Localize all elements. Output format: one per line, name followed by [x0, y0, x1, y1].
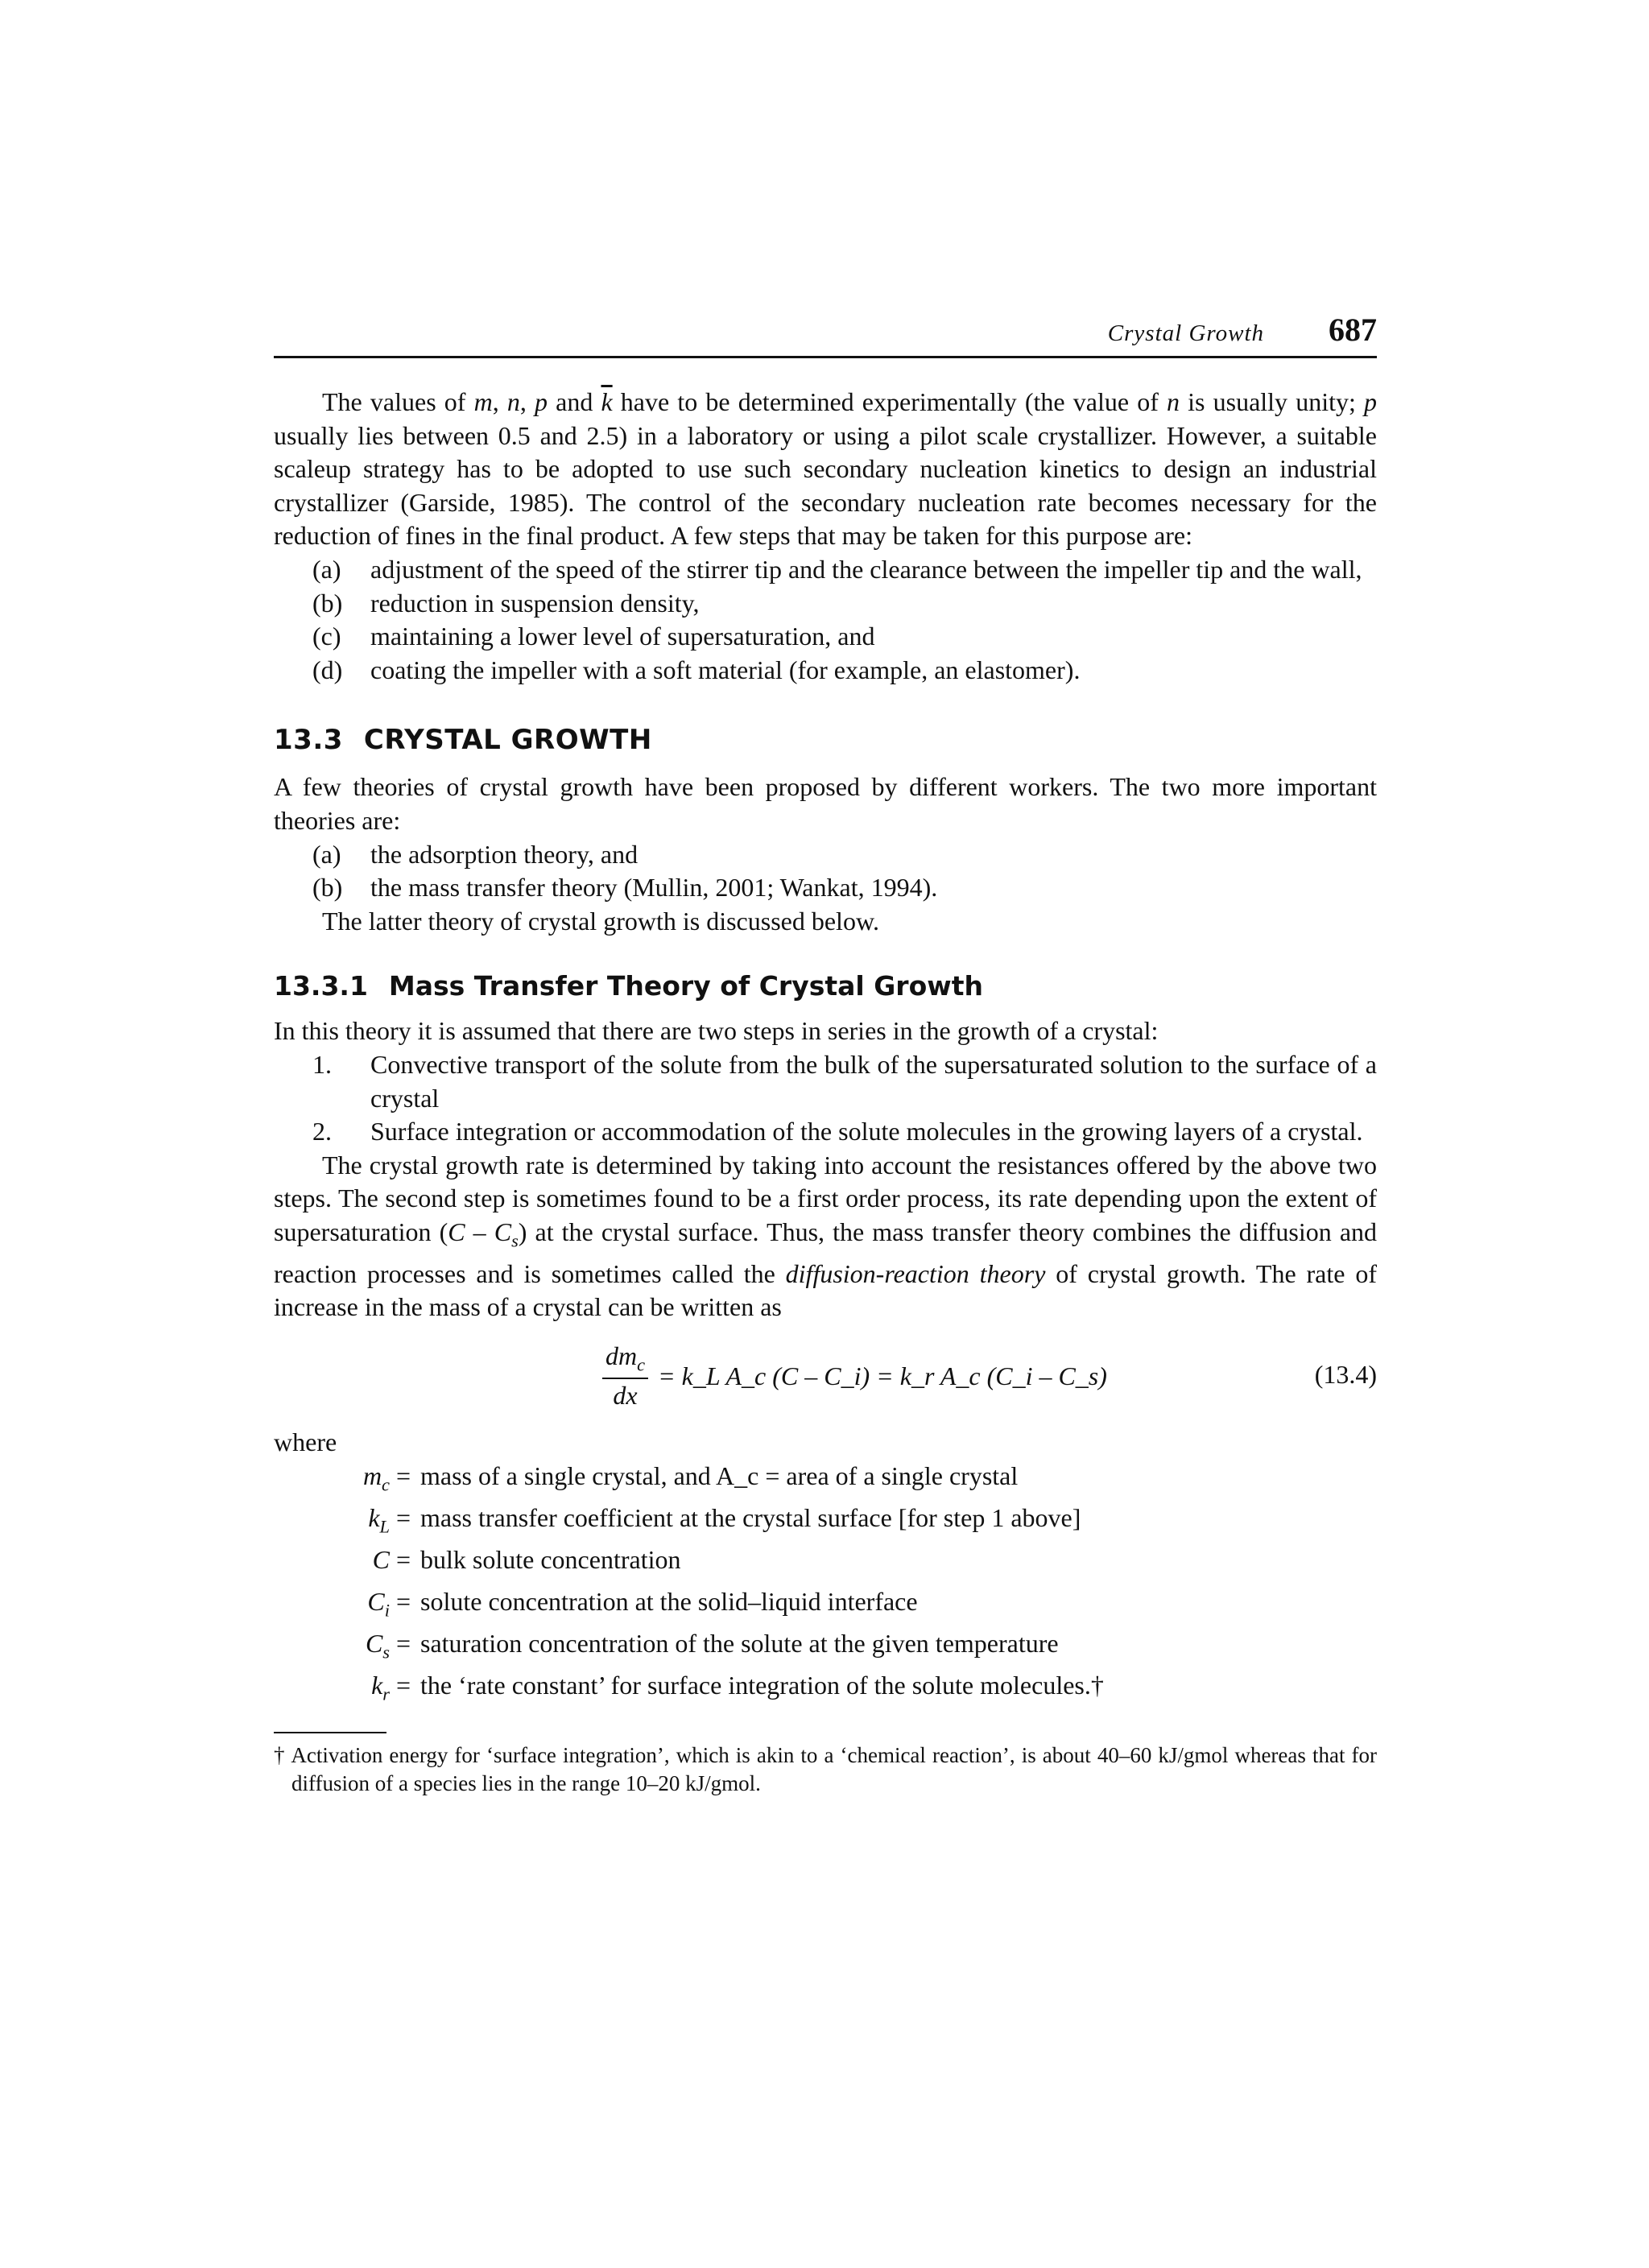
equation-rhs: = k_L A_c (C – C_i) = k_r A_c (C_i – C_s)	[658, 1361, 1107, 1390]
subsection-paragraph: In this theory it is assumed that there are two steps in series in the growth of a crystal:	[274, 1016, 1159, 1046]
subsection-heading: 13.3.1 Mass Transfer Theory of Crystal Growth	[274, 970, 983, 1002]
page	[274, 314, 1377, 1798]
definition-row: $C_i$ = solute concentration at the solid–liquid interface	[367, 1586, 918, 1620]
page-number: 687	[1329, 312, 1377, 348]
equation-number: (13.4)	[1314, 1360, 1377, 1390]
theories-list	[312, 838, 1377, 905]
where-label: where	[274, 1427, 337, 1457]
list-item: (a) adjustment of the speed of the stirrer tip and the clearance between the impeller tip and the wall,	[312, 554, 1362, 584]
list-item: 2. Surface integration or accommodation of the solute molecules in the growing layers of a crystal.	[312, 1117, 1363, 1146]
equation-13-4	[274, 1337, 1377, 1415]
growth-steps-list	[312, 1048, 1377, 1149]
list-item: 1. Convective transport of the solute from the bulk of the supersaturated solution to the surface of a crystal	[312, 1049, 1377, 1113]
list-item: (b) the mass transfer theory (Mullin, 2001; Wankat, 1994).	[312, 873, 938, 903]
symbol-definitions	[322, 1460, 1377, 1711]
running-title: Crystal Growth	[1107, 320, 1264, 346]
growth-rate-paragraph: The crystal growth rate is determined by taking into account the resistances offered by the above two steps. The second step is sometimes found to be a first order process, its rate depending upon the extent of supersaturation $(C - C_s)$ at the crystal surface. Thus, the mass transfer theory combines the diffusion and reaction processes and is sometimes called the diffusion-reaction theory of crystal growth. The rate of increase in the mass of a crystal can be written as	[274, 1150, 1378, 1322]
definition-row: C = bulk solute concentration	[372, 1544, 681, 1574]
definition-row: $k_L$ = mass transfer coefficient at the crystal surface [for step 1 above]	[368, 1502, 1081, 1537]
equation-fraction: $\frac{dm_c}{dx}$	[602, 1341, 648, 1410]
section-heading: 13.3 CRYSTAL GROWTH	[274, 724, 652, 757]
nucleation-control-steps	[312, 553, 1377, 687]
list-item: (a) the adsorption theory, and	[312, 839, 639, 869]
definition-row: $m_c$ = mass of a single crystal, and A_c = area of a single crystal	[362, 1460, 1019, 1495]
running-header	[274, 314, 1377, 358]
section-paragraph: A few theories of crystal growth have been proposed by different workers. The two more important theories are:	[274, 772, 1377, 835]
list-item: (d) coating the impeller with a soft material (for example, an elastomer).	[312, 655, 1081, 684]
section-paragraph-2: The latter theory of crystal growth is discussed below.	[322, 906, 879, 936]
footnote: † Activation energy for ‘surface integration’, which is akin to a ‘chemical reaction’, is about 40–60 kJ/gmol whereas that for diffusion of a species lies in the range 10–20 kJ/gmol.	[274, 1742, 1377, 1795]
list-item: (c) maintaining a lower level of supersaturation, and	[312, 622, 875, 651]
definition-row: $C_s$ = saturation concentration of the solute at the given temperature	[365, 1628, 1059, 1662]
footnote-divider	[274, 1732, 386, 1733]
definition-row: $k_r$ = the ‘rate constant’ for surface integration of the solute molecules.†	[371, 1670, 1104, 1704]
intro-paragraph: The values of m, n, p and $\overline{k}$ have to be determined experimentally (the value of n is usually unity; p usually lies between 0.5 and 2.5) in a laboratory or using a pilot scale crystallizer. However, a suitable scaleup strategy has to be adopted to use such secondary nucleation kinetics to design an industrial crystallizer (Garside, 1985). The control of the secondary nucleation rate becomes necessary for the reduction of fines in the final product. A few steps that may be taken for this purpose are:	[274, 387, 1377, 551]
list-item: (b) reduction in suspension density,	[312, 588, 700, 618]
